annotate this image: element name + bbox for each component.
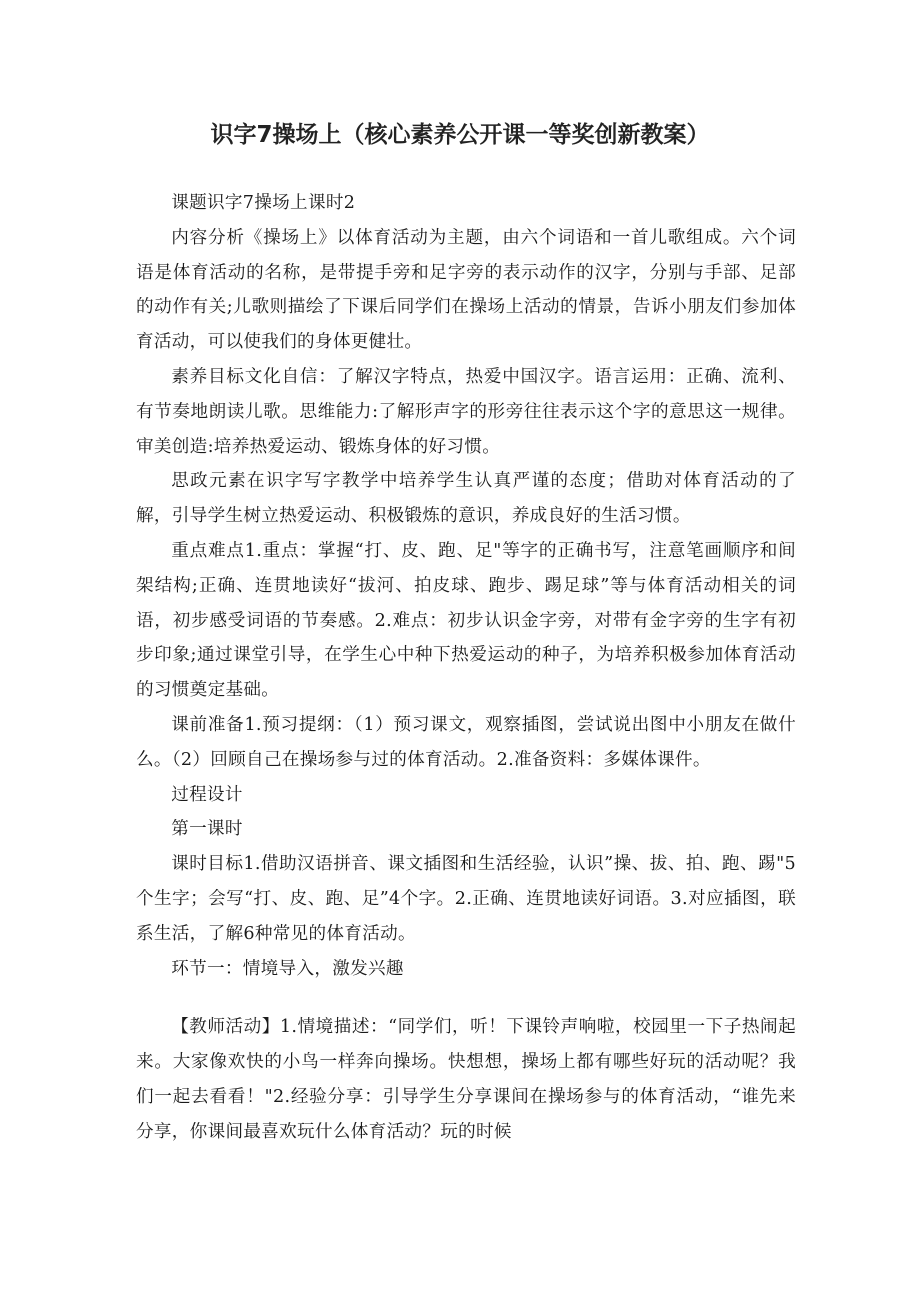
document-body xyxy=(136,186,796,1150)
paragraph-key-difficulties: 重点难点1.重点：掌握“打、皮、跑、足"等字的正确书写，注意笔画顺序和间架结构;正确、连贯地读好“拔河、拍皮球、跑步、踢足球”等与体育活动相关的词语，初步感受词语的节奏感。2.难点：初步认识金字旁，对带有金字旁的生字有初步印象;通过课堂引导，在学生心中种下热爱运动的种子，为培养积极参加体育活动的习惯奠定基础。 xyxy=(136,540,796,701)
paragraph-literacy-goals: 素养目标文化自信：了解汉字特点，热爱中国汉字。语言运用：正确、流利、有节奏地朗读儿歌。思维能力:了解形声字的形旁往往表示这个字的意思这一规律。审美创造:培养热爱运动、锻炼身体的好习惯。 xyxy=(136,366,796,457)
paragraph-content-analysis: 内容分析《操场上》以体育活动为主题，由六个词语和一首儿歌组成。六个词语是体育活动的名称，是带提手旁和足字旁的表示动作的汉字，分别与手部、足部的动作有关;儿歌则描绘了下课后同学们在操场上活动的情景，告诉小朋友们参加体育活动，可以使我们的身体更健壮。 xyxy=(136,227,796,353)
paragraph-lesson-objectives: 课时目标1.借助汉语拼音、课文插图和生活经验，认识”操、拔、拍、跑、踢"5个生字；会写“打、皮、跑、足”4个字。2.正确、连贯地读好词语。3.对应插图，联系生活，了解6种常见的体育活动。 xyxy=(136,854,796,944)
document-title: 识字7操场上（核心素养公开课一等奖创新教案） xyxy=(210,122,710,148)
paragraph-ideological-elements: 思政元素在识字写字教学中培养学生认真严谨的态度；借助对体育活动的了解，引导学生树立热爱运动、积极锻炼的意识，养成良好的生活习惯。 xyxy=(136,471,796,527)
paragraph-first-lesson: 第一课时 xyxy=(171,819,243,840)
paragraph-lesson-topic: 课题识字7操场上课时2 xyxy=(171,193,356,213)
paragraph-process-design: 过程设计 xyxy=(171,784,243,805)
paragraph-preparation: 课前准备1.预习提纲：（1）预习课文，观察插图，尝试说出图中小朋友在做什么。（2）回顾自己在操场参与过的体育活动。2.准备资料：多媒体课件。 xyxy=(136,714,796,770)
paragraph-teacher-activity: 【教师活动】1.情境描述：“同学们，听！下课铃声响啦，校园里一下子热闹起来。大家像欢快的小鸟一样奔向操场。快想想，操场上都有哪些好玩的活动呢？我们一起去看看！"2.经验分享：引导学生分享课间在操场参与的体育活动，“谁先来分享，你课间最喜欢玩什么体育活动？玩的时候 xyxy=(136,1017,796,1142)
paragraph-step-one: 环节一：情境导入，激发兴趣 xyxy=(171,958,404,979)
